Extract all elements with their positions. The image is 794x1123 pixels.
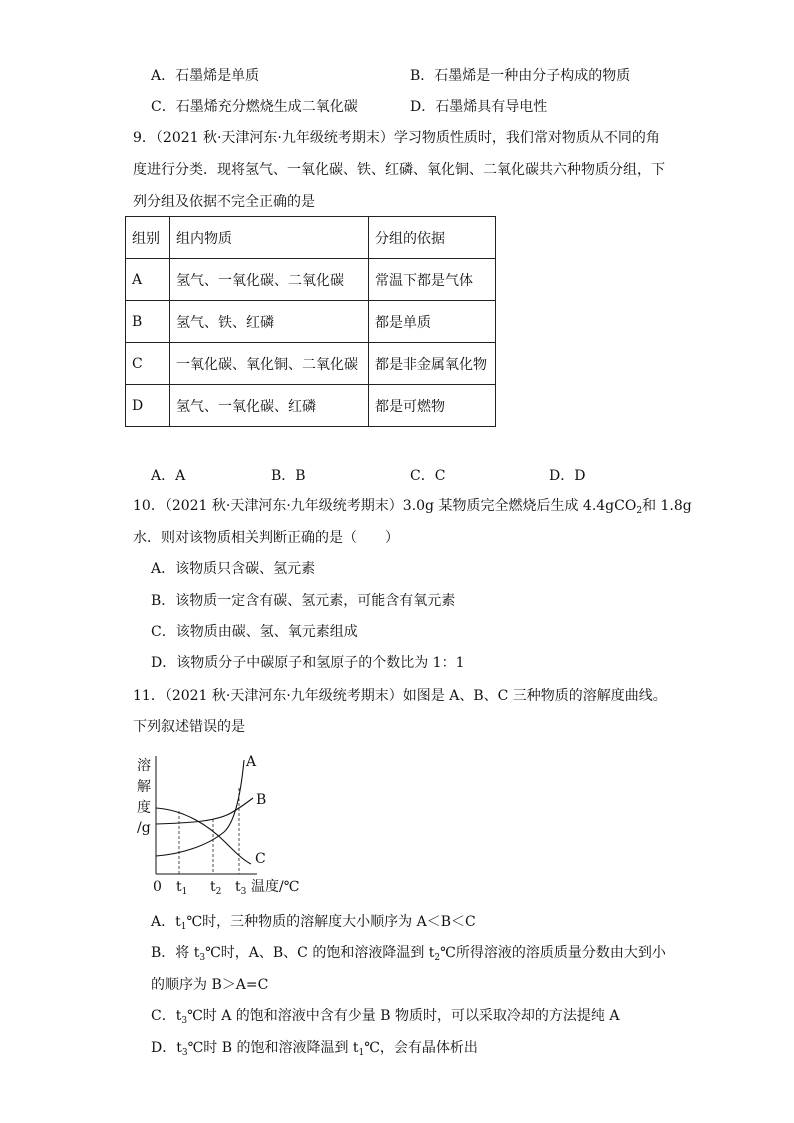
table-cell: 都是非金属氧化物 <box>369 343 496 385</box>
table-cell: A <box>126 259 170 301</box>
table-cell: 都是单质 <box>369 301 496 343</box>
q11-option-d: D．$t_3℃$时 B 的饱和溶液降温到 $t_1℃$，会有晶体析出 <box>151 1040 478 1058</box>
q11-stem-line2: 下列叙述错误的是 <box>133 719 245 735</box>
x-axis-label: 温度/℃ <box>251 879 300 895</box>
table-cell: 氢气、铁、红磷 <box>170 301 369 343</box>
q9-option-c: C．C <box>410 468 446 484</box>
table-cell: 一氧化碳、氧化铜、二氧化碳 <box>170 343 369 385</box>
q10-stem-line1: 10．（2021 秋·天津河东·九年级统考期末）3.0g 某物质完全燃烧后生成 4.4gCO$_2$和 1.8g <box>133 498 692 516</box>
curve-label-b: B <box>256 792 267 808</box>
origin-label: 0 <box>153 879 162 895</box>
curve-label-c: C <box>255 851 266 867</box>
tick-label-t1: $t_1$ <box>176 879 188 897</box>
q10-option-a: A．该物质只含碳、氢元素 <box>151 561 316 577</box>
q10-option-d: D．该物质分子中碳原子和氢原子的个数比为 1：1 <box>151 655 465 671</box>
q8-option-a: A．石墨烯是单质 <box>151 68 260 84</box>
q9-stem-line3: 列分组及依据不完全正确的是 <box>133 194 315 210</box>
table-cell: D <box>126 385 170 427</box>
y-axis-label-char: 解 <box>137 779 151 795</box>
table-header-cell: 分组的依据 <box>369 217 496 259</box>
table-cell: B <box>126 301 170 343</box>
q11-stem-line1: 11．（2021 秋·天津河东·九年级统考期末）如图是 A、B、C 三种物质的溶解度曲线。 <box>133 688 667 704</box>
q10-option-b: B．该物质一定含有碳、氢元素，可能含有氧元素 <box>151 593 456 609</box>
table-header-row <box>126 217 496 259</box>
curve-a <box>156 760 244 856</box>
q9-option-b: B．B <box>271 468 306 484</box>
table-row <box>126 301 496 343</box>
q8-option-b: B．石墨烯是一种由分子构成的物质 <box>410 68 631 84</box>
tick-label-t3: $t_3$ <box>235 879 247 897</box>
y-axis-label-char: /g <box>137 820 151 836</box>
table-cell: 都是可燃物 <box>369 385 496 427</box>
q8-option-c: C．石墨烯充分燃烧生成二氧化碳 <box>151 99 358 115</box>
y-axis-label-char: 度 <box>137 800 151 816</box>
table-cell: 常温下都是气体 <box>369 259 496 301</box>
q9-stem-line2: 度进行分类．现将氢气、一氧化碳、铁、红磷、氧化铜、二氧化碳共六种物质分组，下 <box>133 162 665 178</box>
y-axis-label-char: 溶 <box>137 758 151 774</box>
table-row <box>126 259 496 301</box>
q11-option-b-cont: 的顺序为 B＞A=C <box>151 977 269 993</box>
table-row <box>126 385 496 427</box>
q11-option-c: C．$t_3℃$时 A 的饱和溶液中含有少量 B 物质时，可以采取冷却的方法提纯 A <box>151 1008 620 1026</box>
q9-stem-line1: 9．（2021 秋·天津河东·九年级统考期末）学习物质性质时，我们常对物质从不同的角 <box>133 130 660 146</box>
q10-stem-line2: 水．则对该物质相关判断正确的是（ ） <box>133 530 399 546</box>
q11-option-b: B．将 $t_3℃$时，A、B、C 的饱和溶液降温到 $t_2℃$所得溶液的溶质质量分数由大到小 <box>151 945 666 963</box>
curve-b <box>156 798 253 824</box>
q9-group-table <box>125 216 496 427</box>
table-cell: 氢气、一氧化碳、红磷 <box>170 385 369 427</box>
curve-label-a: A <box>246 754 257 770</box>
table-header-cell: 组别 <box>126 217 170 259</box>
q9-option-a: A．A <box>151 468 186 484</box>
table-header-cell: 组内物质 <box>170 217 369 259</box>
q10-option-c: C．该物质由碳、氢、氧元素组成 <box>151 624 358 640</box>
curve-c <box>156 808 251 864</box>
table-cell: C <box>126 343 170 385</box>
table-cell: 氢气、一氧化碳、二氧化碳 <box>170 259 369 301</box>
table-row <box>126 343 496 385</box>
q11-option-a: A．$t_1℃$时，三种物质的溶解度大小顺序为 A＜B＜C <box>151 914 476 932</box>
solubility-chart <box>125 752 315 900</box>
tick-label-t2: $t_2$ <box>210 879 222 897</box>
q8-option-d: D．石墨烯具有导电性 <box>410 99 548 115</box>
q9-option-d: D．D <box>549 468 586 484</box>
